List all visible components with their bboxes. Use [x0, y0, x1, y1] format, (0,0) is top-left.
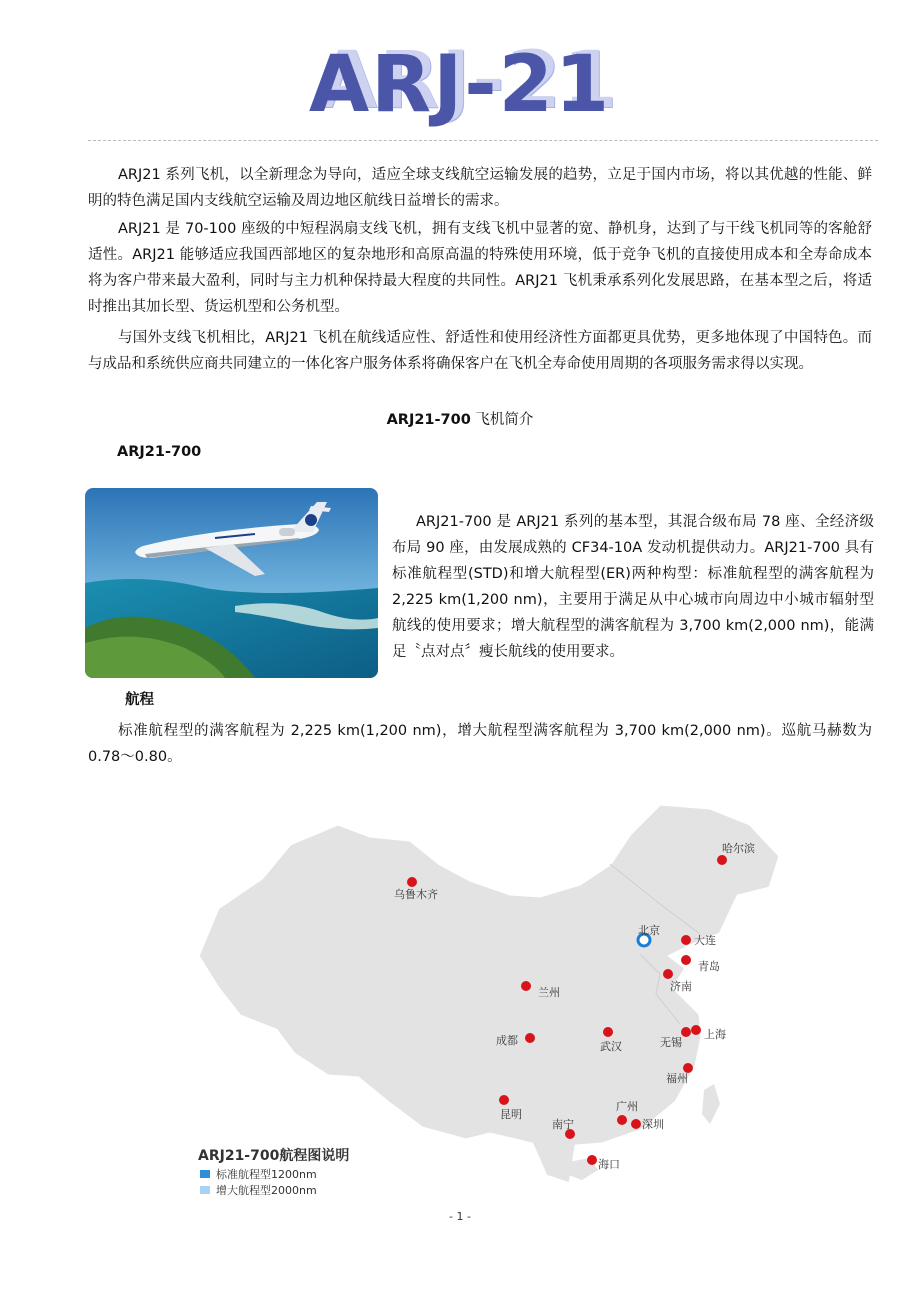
city-dot [681, 955, 691, 965]
city-label: 上海 [704, 1028, 726, 1041]
china-landmass [198, 804, 780, 1184]
city-dot [525, 1033, 535, 1043]
intro-paragraph-3: 与国外支线飞机相比，ARJ21 飞机在航线适应性、舒适性和使用经济性方面都更具优势，更多地体现了中国特色。而与成品和系统供应商共同建立的一体化客户服务体系将确保客户在飞机全寿命使用周期的各项服务需求得以实现。 [88, 330, 872, 372]
city-dot [691, 1025, 701, 1035]
model-heading: ARJ21-700 [117, 444, 202, 460]
city-label: 兰州 [538, 986, 560, 999]
map-legend [198, 1147, 349, 1197]
city-label: 福州 [666, 1072, 688, 1085]
city-label: 乌鲁木齐 [394, 888, 438, 901]
legend-er-swatch [200, 1186, 210, 1194]
page-number: - 1 - [449, 1210, 471, 1223]
city-label: 南宁 [552, 1118, 574, 1131]
legend-er-label: 增大航程型2000nm [216, 1184, 317, 1197]
city-label: 深圳 [642, 1118, 664, 1131]
city-label: 成都 [496, 1034, 518, 1047]
intro-paragraph-2: ARJ21 是 70-100 座级的中短程涡扇支线飞机，拥有支线飞机中显著的宽、静机身，达到了与干线飞机同等的客舱舒适性。ARJ21 能够适应我国西部地区的复杂地形和高原高温的特殊使用环境，低于竞争飞机的直接使用成本和全寿命成本将为客户带来最大盈利，同时与主力机种保持最大程度的共同性。ARJ21 飞机秉承系列化发展思路，在基本型之后，将适时推出其加长型、货运机型和公务机型。 [88, 221, 872, 315]
city-label: 广州 [616, 1100, 638, 1113]
city-label: 北京 [638, 924, 660, 937]
model-description-text: ARJ21-700 是 ARJ21 系列的基本型，其混合级布局 78 座、全经济级布局 90 座，由发展成熟的 CF34-10A 发动机提供动力。ARJ21-700 具有标准航程型(STD)和增大航程型(ER)两种构型：标准航程型的满客航程为 2,225 km(1,200 nm)，主要用于满足从中心城市向周边中小城市辐射型航线的使用要求；增大航程型的满客航程为 3,700 km(2,000 nm)，能满足〝点对点〞瘦长航线的使用要求。 [392, 514, 874, 660]
title-wrap [0, 40, 920, 130]
section-title-suffix: 飞机简介 [470, 412, 534, 428]
city-label: 济南 [670, 980, 692, 993]
city-dalian [681, 933, 716, 947]
city-dot [681, 1027, 691, 1037]
city-label: 大连 [694, 934, 716, 947]
title-divider [88, 140, 878, 141]
city-label: 无锡 [660, 1036, 682, 1049]
city-dot [631, 1119, 641, 1129]
aircraft-photo-image [85, 488, 378, 678]
city-label: 昆明 [500, 1108, 522, 1121]
legend-title: ARJ21-700航程图说明 [198, 1148, 350, 1164]
city-shenzhen [631, 1117, 664, 1131]
city-dot [499, 1095, 509, 1105]
city-label: 武汉 [600, 1040, 622, 1053]
city-dot [681, 935, 691, 945]
city-label: 海口 [598, 1158, 620, 1171]
city-dot [603, 1027, 613, 1037]
route-map-svg [190, 784, 790, 1204]
legend-std-swatch [200, 1170, 210, 1178]
range-paragraph: 标准航程型的满客航程为 2,225 km(1,200 nm)，增大航程型满客航程为 3,700 km(2,000 nm)。巡航马赫数为 0.78～0.80。 [88, 723, 872, 765]
range-heading: 航程 [125, 692, 154, 708]
route-map [190, 784, 790, 1204]
page-title: ARJ-21 [308, 40, 612, 130]
city-dot [407, 877, 417, 887]
section-title [0, 408, 920, 429]
section-title-model: ARJ21-700 [386, 412, 471, 428]
city-dot [617, 1115, 627, 1125]
city-dot [663, 969, 673, 979]
city-qingdao [681, 955, 720, 973]
model-description [392, 509, 874, 665]
city-label: 哈尔滨 [722, 842, 755, 855]
aircraft-photo [85, 488, 378, 678]
city-dot [717, 855, 727, 865]
city-dot [587, 1155, 597, 1165]
intro-paragraph-1: ARJ21 系列飞机，以全新理念为导向，适应全球支线航空运输发展的趋势，立足于国内市场，将以其优越的性能、鲜明的特色满足国内支线航空运输及周边地区航线日益增长的需求。 [88, 167, 872, 209]
city-label: 青岛 [698, 960, 720, 973]
taiwan-island [702, 1084, 720, 1124]
legend-std-label: 标准航程型1200nm [216, 1168, 317, 1181]
city-dot [521, 981, 531, 991]
